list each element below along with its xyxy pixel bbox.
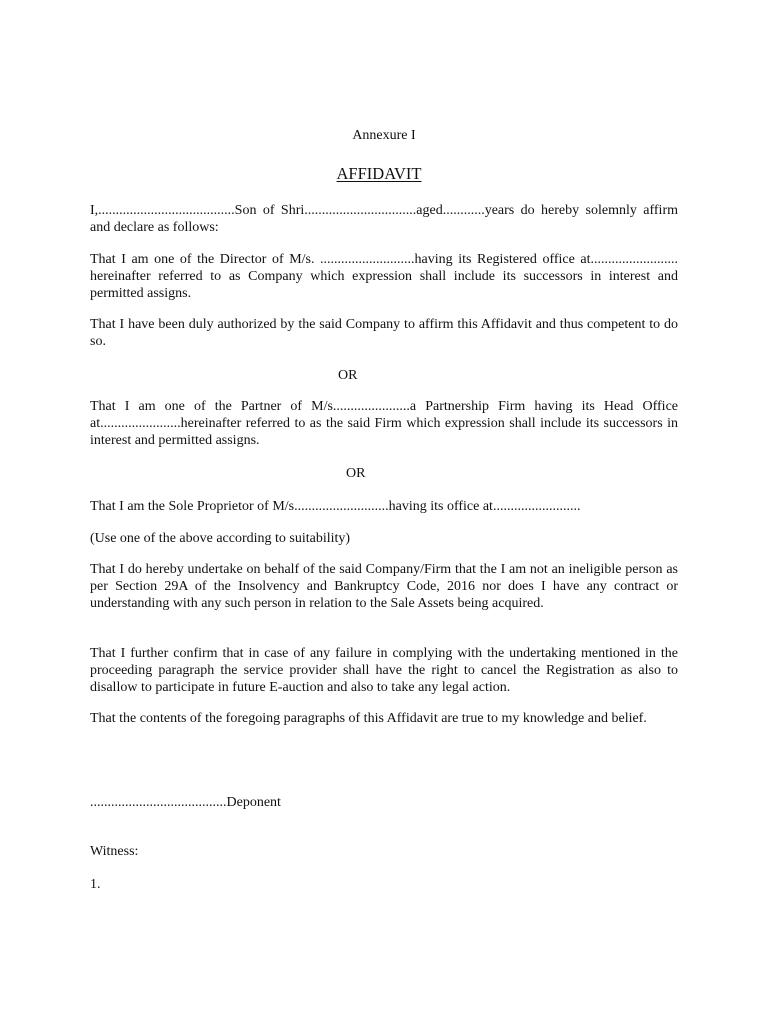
paragraph-confirmation: That I further confirm that in case of any failure in complying with the undertaking mentioned in the proceeding paragraph the service provider shall have the right to cancel the Registration as also to disallow to participate in future E-auction and also to take any legal action. — [90, 646, 678, 695]
paragraph-declaration: I,.......................................Son of Shri................................aged............years do hereby solemnly affirm and declare as follows: — [90, 203, 678, 235]
document-title: AFFIDAVIT — [336, 164, 422, 183]
deponent-signature-line: .......................................Deponent — [90, 795, 281, 810]
or-separator-2: OR — [346, 466, 366, 481]
annexure-heading: Annexure I — [352, 128, 416, 143]
paragraph-director: That I am one of the Director of M/s. ...........................having its Registered office at......................... hereinafter referred to as Company which expression shall include its successors in interest and permitted assigns. — [90, 252, 678, 301]
witness-label: Witness: — [90, 844, 139, 859]
paragraph-truth: That the contents of the foregoing paragraphs of this Affidavit are true to my knowledge and belief. — [90, 711, 647, 726]
witness-item-1: 1. — [90, 877, 101, 892]
paragraph-proprietor: That I am the Sole Proprietor of M/s...........................having its office at......................... — [90, 499, 581, 514]
paragraph-undertaking: That I do hereby undertake on behalf of the said Company/Firm that the I am not an ineligible person as per Section 29A of the Insolvency and Bankruptcy Code, 2016 nor does I have any contract or understanding with any such person in relation to the Sale Assets being acquired. — [90, 562, 678, 611]
or-separator-1: OR — [338, 368, 358, 383]
paragraph-partner: That I am one of the Partner of M/s......................a Partnership Firm having its Head Office at.......................hereinafter referred to as the said Firm which expression shall include its successors in interest and permitted assigns. — [90, 399, 678, 448]
paragraph-authorization: That I have been duly authorized by the said Company to affirm this Affidavit and thus competent to do so. — [90, 317, 678, 349]
paragraph-instruction: (Use one of the above according to suitability) — [90, 531, 351, 546]
